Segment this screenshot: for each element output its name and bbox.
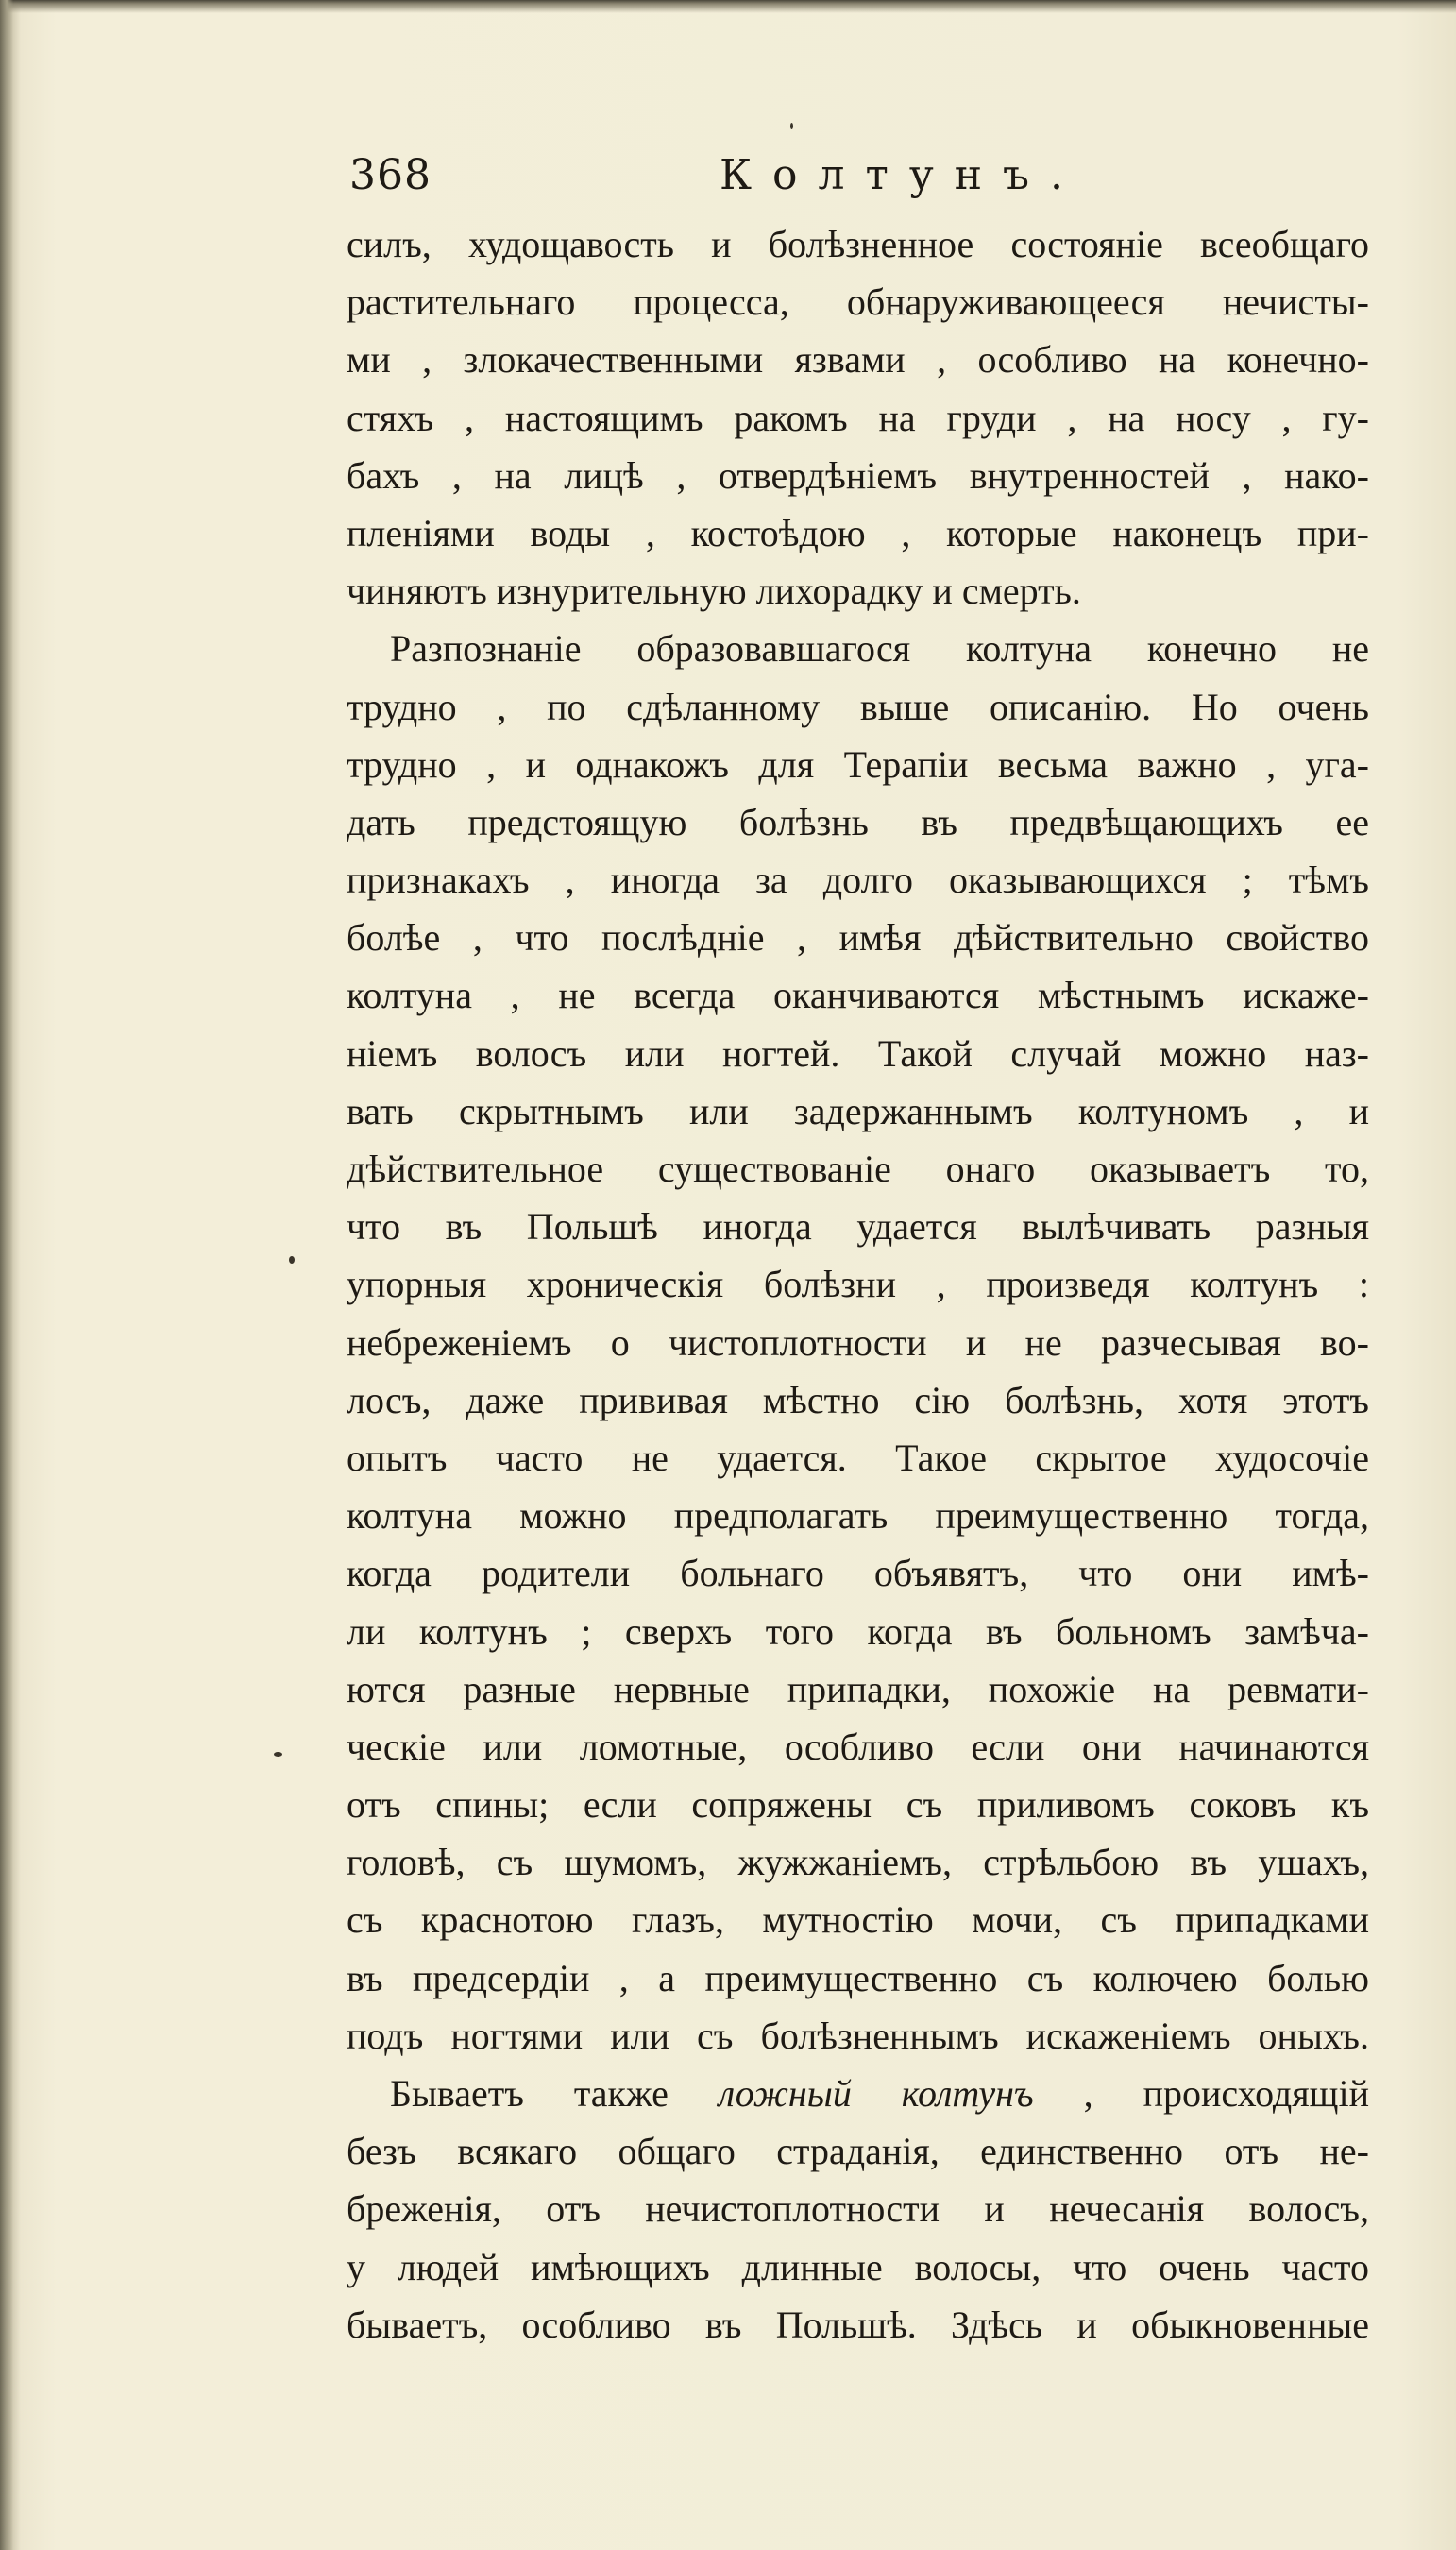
text-line: въ предсердіи , а преимущественно съ колючею болью <box>347 1956 1369 1999</box>
text-line: бываетъ, особливо въ Польшѣ. Здѣсь и обыкновенные <box>347 2303 1369 2346</box>
text-line: головѣ, съ шумомъ, жужжаніемъ, стрѣльбою въ ушахъ, <box>347 1841 1369 1884</box>
text-line: лосъ, даже прививая мѣстно сію болѣзнь, хотя этотъ <box>347 1378 1369 1421</box>
paragraph-3 <box>347 2065 1369 2354</box>
text-line: трудно , по сдѣланному выше описанію. Но очень <box>347 685 1369 728</box>
text-line: ли колтунъ ; сверхъ того когда въ больномъ замѣча- <box>347 1609 1369 1653</box>
text-line: ніемъ волосъ или ногтей. Такой случай можно наз- <box>347 1031 1369 1075</box>
text-line: вать скрытнымъ или задержаннымъ колтуномъ , и <box>347 1089 1369 1132</box>
page-binding-edge <box>0 0 13 2550</box>
text-line: колтуна , не всегда оканчиваются мѣстнымъ искаже- <box>347 974 1369 1017</box>
text-line: что въ Польшѣ иногда удается вылѣчивать разныя <box>347 1205 1369 1249</box>
text-line: съ краснотою глазъ, мутностію мочи, съ припадками <box>347 1898 1369 1942</box>
text-line: признакахъ , иногда за долго оказывающихся ; тѣмъ <box>347 858 1369 902</box>
text-line: бреженія, отъ нечистоплотности и нечесанія волосъ, <box>347 2187 1369 2231</box>
paper-speck <box>274 1752 282 1757</box>
running-title: Колтунъ. <box>720 151 1085 199</box>
text-line: стяхъ , настоящимъ ракомъ на груди , на носу , гу- <box>347 396 1369 439</box>
text-line-with-italic <box>347 2065 1369 2122</box>
text-line: небреженіемъ о чистоплотности и не разчесывая во- <box>347 1320 1369 1364</box>
page-header <box>0 142 1456 227</box>
text-line: ми , злокачественными язвами , особливо на конечно- <box>347 338 1369 382</box>
text-line: дѣйствительное существованіе онаго оказываетъ то, <box>347 1148 1369 1190</box>
text-run: , происходящій <box>1083 2072 1369 2115</box>
text-line: отъ спины; если сопряжены съ приливомъ соковъ къ <box>347 1783 1369 1827</box>
text-line: опытъ часто не удается. Такое скрытое худосочіе <box>347 1436 1369 1479</box>
text-line: трудно , и однакожъ для Терапіи весьма важно , уга- <box>347 742 1369 786</box>
text-line: болѣе , что послѣдніе , имѣя дѣйствительно свойство <box>347 916 1369 960</box>
text-line: упорныя хроническія болѣзни , произведя колтунъ : <box>347 1263 1369 1306</box>
text-run: Бываетъ также <box>390 2072 669 2115</box>
page-top-shadow <box>0 0 1456 13</box>
page-number: 368 <box>349 151 432 199</box>
text-line: бахъ , на лицѣ , отвердѣніемъ внутренностей , нако- <box>347 453 1369 497</box>
text-line: силъ, худощавость и болѣзненное состояніе всеобщаго <box>347 223 1369 265</box>
text-line: растительнаго процесса, обнаруживающееся нечисты- <box>347 280 1369 324</box>
paper-speck <box>289 1256 295 1264</box>
text-line: ются разные нервные припадки, похожіе на ревмати- <box>347 1667 1369 1710</box>
text-line: подъ ногтями или съ болѣзненнымъ искаженіемъ оныхъ. <box>347 2014 1369 2057</box>
paper-speck <box>790 123 793 129</box>
text-line: дать предстоящую болѣзнь въ предвѣщающихъ ее <box>347 800 1369 843</box>
text-line: ческіе или ломотные, особливо если они начинаются <box>347 1725 1369 1768</box>
text-line: когда родители больнаго объявятъ, что они имѣ- <box>347 1552 1369 1595</box>
text-line: у людей имѣющихъ длинные волосы, что очень часто <box>347 2245 1369 2288</box>
text-line: пленіями воды , костоѣдою , которые наконецъ при- <box>347 511 1369 554</box>
paragraph-1 <box>347 215 1369 620</box>
text-line: чиняютъ изнурительную лихорадку и смерть. <box>347 570 1081 613</box>
paragraph-2 <box>347 620 1369 2065</box>
text-line: безъ всякаго общаго страданія, единственно отъ не- <box>347 2130 1369 2173</box>
body-text <box>347 215 1369 2354</box>
text-line: Разпознаніе образовавшагося колтуна конечно не <box>390 627 1369 671</box>
text-line: колтуна можно предполагать преимущественно тогда, <box>347 1494 1369 1538</box>
italic-term: ложный колтунъ <box>718 2072 1034 2115</box>
